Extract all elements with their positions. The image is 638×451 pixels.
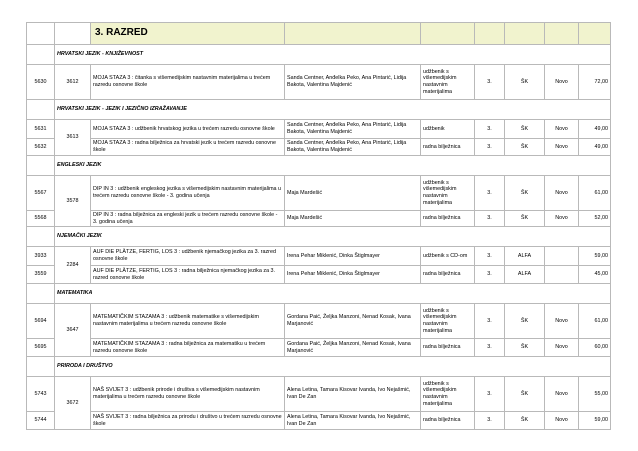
book-type: udžbenik s višemedijskim nastavnim materijalima [421,176,475,211]
book-authors: Alena Letina, Tamara Kisovar Ivanda, Ivo Nejašmić, Ivan De Zan [285,412,421,430]
book-title: MATEMATIČKIM STAZAMA 3 : udžbenik matematike s višemedijskim nastavnim materijalima u trećem razredu osnovne škole [91,304,285,339]
book-title: MOJA STAZA 3 : udžbenik hrvatskog jezika u trećem razredu osnovne škole [91,120,285,139]
book-status: Novo [545,304,579,339]
book-price: 49,00 [579,139,611,156]
section-header-row [27,284,611,304]
book-status: Novo [545,377,579,412]
title-row [27,23,611,45]
book-status: Novo [545,211,579,227]
book-publisher: ŠK [505,211,545,227]
book-grade: 3. [475,266,505,284]
book-publisher: ALFA [505,266,545,284]
book-authors: Maja Mardešić [285,211,421,227]
book-row [27,304,611,339]
book-grade: 3. [475,304,505,339]
book-status [545,247,579,266]
catalog-code: 3672 [55,377,91,430]
book-grade: 3. [475,247,505,266]
book-id: 5695 [27,339,55,357]
section-title: ENGLESKI JEZIK [55,156,611,176]
section-title: PRIRODA I DRUŠTVO [55,357,611,377]
book-id: 5694 [27,304,55,339]
page-title: 3. RAZRED [91,23,285,45]
book-authors: Alena Letina, Tamara Kisovar Ivanda, Ivo Nejašmić, Ivan De Zan [285,377,421,412]
book-title: AUF DIE PLÄTZE, FERTIG, LOS 3 : udžbenik njemačkog jezika za 3. razred osnovne škole [91,247,285,266]
book-status: Novo [545,339,579,357]
book-grade: 3. [475,139,505,156]
book-authors: Sanda Centner, Anđelka Peko, Ana Pintarić, Lidija Bakota, Valentina Majdenić [285,65,421,100]
book-authors: Irena Pehar Miklenić, Dinka Štiglmayer [285,266,421,284]
book-price: 60,00 [579,339,611,357]
book-title: DIP IN 3 : udžbenik engleskog jezika s višemedijskim nastavnim materijalima u trećem razredu osnovne škole - 3. godina učenja [91,176,285,211]
book-type: radna bilježnica [421,211,475,227]
textbook-table [26,22,611,430]
book-title: MATEMATIČKIM STAZAMA 3 : radna bilježnica za matematiku u trećem razredu osnovne škole [91,339,285,357]
book-price: 49,00 [579,120,611,139]
book-type: radna bilježnica [421,412,475,430]
catalog-code: 3613 [55,120,91,156]
section-header-row [27,357,611,377]
book-authors: Maja Mardešić [285,176,421,211]
section-title: NJEMAČKI JEZIK [55,227,611,247]
book-id: 3933 [27,247,55,266]
book-title: DIP IN 3 : radna bilježnica za engleski jezik u trećem razredu osnovne škole - 3. godina učenja [91,211,285,227]
book-status: Novo [545,176,579,211]
book-type: radna bilježnica [421,266,475,284]
book-status [545,266,579,284]
book-row [27,120,611,139]
book-id: 5632 [27,139,55,156]
book-type: radna bilježnica [421,139,475,156]
book-price: 52,00 [579,211,611,227]
book-authors: Gordana Paić, Željka Manzoni, Nenad Kosak, Ivana Marjanović [285,304,421,339]
book-publisher: ALFA [505,247,545,266]
book-authors: Irena Pehar Miklenić, Dinka Štiglmayer [285,247,421,266]
book-grade: 3. [475,412,505,430]
book-status: Novo [545,139,579,156]
book-row [27,377,611,412]
book-price: 72,00 [579,65,611,100]
section-title: HRVATSKI JEZIK - JEZIK I JEZIČNO IZRAŽAVANJE [55,100,611,120]
book-row [27,339,611,357]
section-header-row [27,100,611,120]
book-price: 45,00 [579,266,611,284]
book-id: 5567 [27,176,55,211]
book-grade: 3. [475,377,505,412]
book-publisher: ŠK [505,65,545,100]
book-id: 5744 [27,412,55,430]
book-publisher: ŠK [505,339,545,357]
book-grade: 3. [475,176,505,211]
section-header-row [27,156,611,176]
book-publisher: ŠK [505,412,545,430]
book-row [27,139,611,156]
book-publisher: ŠK [505,377,545,412]
book-title: NAŠ SVIJET 3 : udžbenik prirode i društva s višemedijskim nastavnim materijalima u trećem razredu osnovne škole [91,377,285,412]
book-type: udžbenik s višemedijskim nastavnim materijalima [421,65,475,100]
book-status: Novo [545,120,579,139]
book-grade: 3. [475,65,505,100]
book-publisher: ŠK [505,304,545,339]
book-type: udžbenik s CD-om [421,247,475,266]
book-price: 55,00 [579,377,611,412]
section-title: MATEMATIKA [55,284,611,304]
book-row [27,211,611,227]
book-row [27,247,611,266]
catalog-code: 3578 [55,176,91,227]
section-header-row [27,45,611,65]
book-price: 61,00 [579,304,611,339]
book-authors: Gordana Paić, Željka Manzoni, Nenad Kosak, Ivana Marjanović [285,339,421,357]
book-status: Novo [545,65,579,100]
book-type: radna bilježnica [421,339,475,357]
book-grade: 3. [475,211,505,227]
book-grade: 3. [475,339,505,357]
book-row [27,266,611,284]
catalog-code: 3612 [55,65,91,100]
book-id: 5630 [27,65,55,100]
book-title: MOJA STAZA 3 : radna bilježnica za hrvatski jezik u trećem razredu osnovne škole [91,139,285,156]
book-id: 5568 [27,211,55,227]
section-header-row [27,227,611,247]
book-type: udžbenik [421,120,475,139]
book-id: 5743 [27,377,55,412]
book-price: 59,00 [579,247,611,266]
book-price: 59,00 [579,412,611,430]
book-type: udžbenik s višemedijskim nastavnim materijalima [421,304,475,339]
book-title: NAŠ SVIJET 3 : radna bilježnica za prirodu i društvo u trećem razredu osnovne škole [91,412,285,430]
section-title: HRVATSKI JEZIK - KNJIŽEVNOST [55,45,611,65]
catalog-code: 3647 [55,304,91,357]
book-authors: Sanda Centner, Anđelka Peko, Ana Pintarić, Lidija Bakota, Valentina Majdenić [285,120,421,139]
book-type: udžbenik s višemedijskim nastavnim materijalima [421,377,475,412]
book-publisher: ŠK [505,120,545,139]
book-title: AUF DIE PLÄTZE, FERTIG, LOS 3 : radna bilježnica njemačkog jezika za 3. razred osnovne škole [91,266,285,284]
book-grade: 3. [475,120,505,139]
book-row [27,65,611,100]
book-row [27,176,611,211]
catalog-code: 2284 [55,247,91,284]
book-price: 61,00 [579,176,611,211]
book-authors: Sanda Centner, Anđelka Peko, Ana Pintarić, Lidija Bakota, Valentina Majdenić [285,139,421,156]
book-id: 3559 [27,266,55,284]
book-title: MOJA STAZA 3 : čitanka s višemedijskim nastavnim materijalima u trećem razredu osnovne škole [91,65,285,100]
book-publisher: ŠK [505,176,545,211]
book-id: 5631 [27,120,55,139]
book-status: Novo [545,412,579,430]
book-row [27,412,611,430]
book-publisher: ŠK [505,139,545,156]
